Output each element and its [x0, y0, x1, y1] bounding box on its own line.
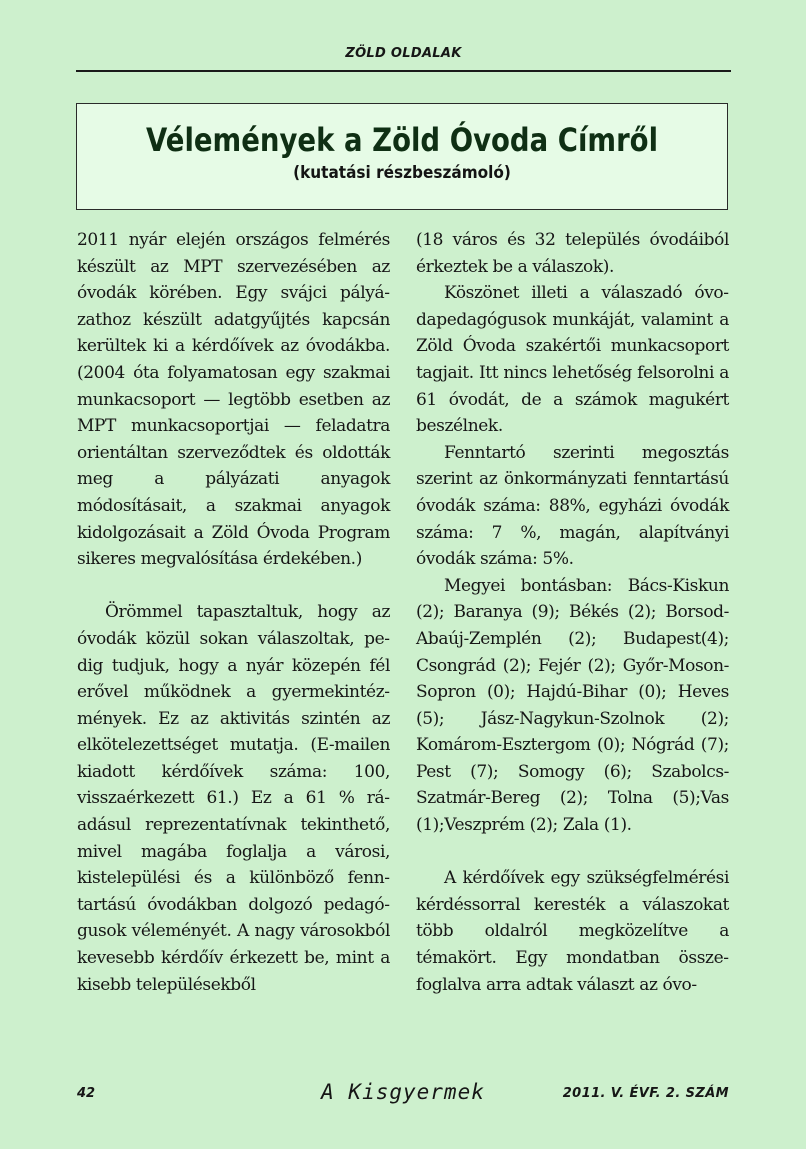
right-paragraph-2: Köszönet illeti a válaszadó óvodapedagógusok munkáját, valamint a Zöld Óvoda szakértői munkacsoport tagjait. Itt nincs lehetőség felsorolni a 61 óvodát, de a számok magukért beszélnek.: [416, 283, 729, 437]
page-number: 42: [77, 1086, 96, 1101]
right-paragraph-4: Megyei bontásban: Bács-Kiskun (2); Baranya (9); Békés (2); Borsod-Abaúj-Zemplén (2); Budapest(4); Csongrád (2); Fejér (2); Győr-Moson-Sopron (0); Hajdú-Bihar (0); Heves (5); Jász-Nagykun-Szolnok (2); Komárom-Esztergom (0); Nógrád (7); Pest (7); Somogy (6); Szabolcs-Szatmár-Bereg (2); Tolna (5);Vas (1);Veszprém (2); Zala (1).: [416, 575, 729, 836]
right-paragraph-1: (18 város és 32 település óvodáiból érkeztek be a válaszok).: [416, 230, 729, 277]
left-paragraph-1: 2011 nyár elején országos felmérés készült az MPT szervezésében az óvodák körében. Egy svájci pályázathoz készült adatgyűjtés kapcsán kerültek ki a kérdőívek az óvodákba. (2004 óta folyamatosan egy szakmai munkacsoport — legtöbb esetben az MPT munkacsoportjai — feladatra orientáltan szerveződtek és oldották meg a pályázati anyagok módosításait, a szakmai anyagok kidolgozásait a Zöld Óvoda Program sikeres megvalósítása érdekében.): [77, 230, 390, 570]
left-column: [77, 227, 390, 998]
article-title: Vélemények a Zöld Óvoda Címről: [145, 121, 658, 159]
issue-info: 2011. V. ÉVF. 2. SZÁM: [562, 1086, 729, 1101]
running-head: ZÖLD OLDALAK: [345, 46, 462, 61]
right-paragraph-3: Fenntartó szerinti megosztás szerint az önkormányzati fenntartású óvodák száma: 88%, egyházi óvodák száma: 7 %, magán, alapítványi óvodák száma: 5%.: [416, 442, 729, 570]
header-rule: [76, 70, 731, 72]
journal-name: A Kisgyermek: [321, 1080, 485, 1104]
article-subtitle: (kutatási részbeszámoló): [293, 163, 511, 183]
left-paragraph-2: Örömmel tapasztaltuk, hogy az óvodák közül sokan válaszoltak, pedig tudjuk, hogy a nyár közepén fél erővel működnek a gyermekintézmények. Ez az aktivitás szintén az elkötelezettséget mutatja. (E-mailen kiadott kérdőívek száma: 100, visszaérkezett 61.) Ez a 61 % ráadásul reprezentatívnak tekinthető, mivel magába foglalja a városi, kistelepülési és a különböző fenntartású óvodákban dolgozó pedagógusok véleményét. A nagy városokból kevesebb kérdőív érkezett be, mint a kisebb településekből: [77, 602, 390, 995]
right-paragraph-5: A kérdőívek egy szükségfelmérési kérdéssorral keresték a válaszokat több oldalról megközelítve a témakört. Egy mondatban összefoglalva arra adtak választ az óvo-: [416, 868, 729, 995]
right-column: [416, 227, 729, 998]
title-box: [76, 103, 728, 210]
